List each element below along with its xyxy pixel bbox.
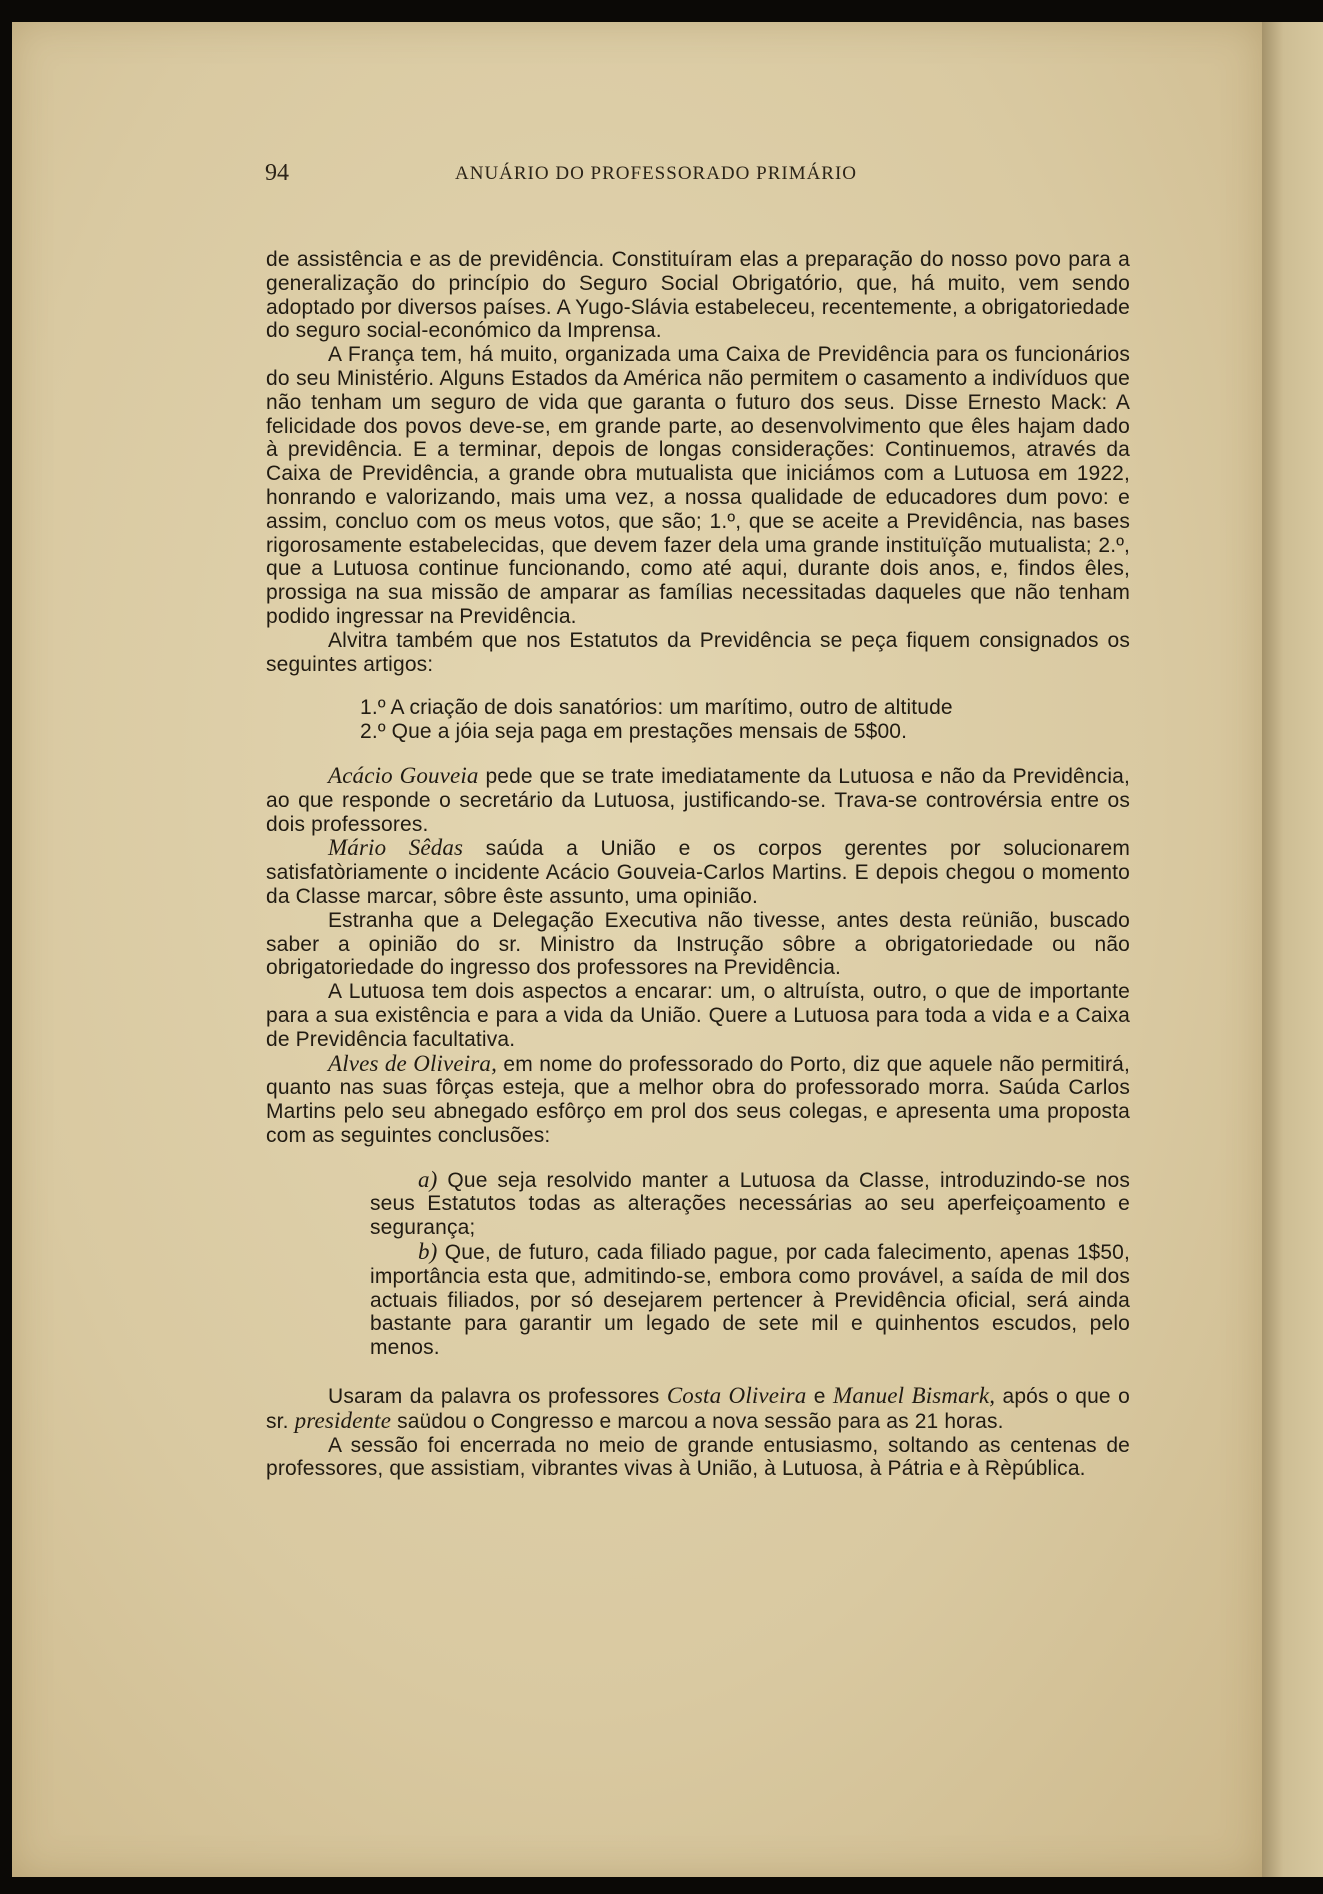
speaker-name: Acácio Gouveia — [328, 762, 479, 788]
paragraph: A França tem, há muito, organizada uma Caixa de Previdência para os funcionários do seu Ministério. Alguns Estados da América não permitem o casamento a indivíduos que não tenham um seguro de vida que garanta o futuro dos seus. Disse Ernesto Mack: A felicidade dos povos deve-se, em grande parte, ao desenvolvimento que êles hajam dado à previdência. E a terminar, depois de longas considerações: Continuemos, através da Caixa de Previdência, a grande obra mutualista que iniciámos com a Lutuosa em 1922, honrando e valorizando, mais uma vez, a nossa qualidade de educadores dum povo: e assim, concluo com os meus votos, que são; 1.º, que se aceite a Previdência, nas bases rigorosamente estabelecidas, que devem fazer dela uma grande instituïção mutualista; 2.º, que a Lutuosa continue funcionando, como até aqui, durante dois anos, e, findos êles, prossiga na sua missão de amparar as famílias necessitadas daqueles que não tenham podido ingressar na Previdência. — [266, 343, 1130, 628]
paragraph-text: Usaram da palavra os professores — [328, 1385, 667, 1409]
speaker-name: presidente — [294, 1407, 392, 1433]
paragraph-text: saúda a União e os corpos gerentes por solucionarem satisfatòriamente o incidente Acácio Gouveia-Carlos Martins. E depois chegou o momento da Classe marcar, sôbre êste assunto, uma opinião. — [266, 837, 1130, 908]
paragraph-text: em nome do professorado do Porto, diz que aquele não permitirá, quanto nas suas fôrças esteja, que a melhor obra do professorado morra. Saúda Carlos Martins pelo seu abnegado esfôrço em prol dos seus colegas, e apresenta uma proposta com as seguintes conclusões: — [266, 1052, 1130, 1147]
paragraph-text: pede que se trate imediatamente da Lutuosa e não da Previdência, ao que responde o secretário da Lutuosa, justificando-se. Trava-se controvérsia entre os dois professores. — [266, 764, 1130, 836]
conclusion-item — [370, 1240, 1130, 1360]
paragraph-text: saüdou o Congresso e marcou a nova sessão para as 21 horas. — [391, 1409, 1004, 1433]
paragraph — [266, 836, 1130, 908]
adjacent-page-edge — [1262, 22, 1323, 1877]
speaker-name: Alves de Oliveira, — [328, 1050, 497, 1076]
body-text — [266, 248, 1130, 1481]
speaker-name: Mário Sêdas — [328, 835, 464, 861]
paragraph: A Lutuosa tem dois aspectos a encarar: um, o altruísta, outro, o que de importante para a sua existência e para a vida da União. Quere a Lutuosa para toda a vida e a Caixa de Previdência facultativa. — [266, 980, 1130, 1051]
paragraph — [266, 1052, 1130, 1148]
journal-title: ANUÁRIO DO PROFESSORADO PRIMÁRIO — [455, 163, 858, 184]
speaker-name: Manuel Bismark, — [833, 1383, 996, 1409]
list-item: 2.º Que a jóia seja paga em prestações mensais de 5$00. — [360, 720, 908, 744]
conclusion-item — [370, 1168, 1130, 1240]
paragraph: de assistência e as de previdência. Constituíram elas a preparação do nosso povo para a generalização do princípio do Seguro Social Obrigatório, que, há muito, vem sendo adoptado por diversos países. A Yugo-Slávia estabeleceu, recentemente, a obrigatoriedade do seguro social-económico da Imprensa. — [266, 248, 1130, 343]
running-header — [265, 160, 935, 188]
paragraph-text: após o que o sr. — [266, 1385, 1130, 1433]
paragraph: Alvitra também que nos Estatutos da Previdência se peça fiquem consignados os seguintes artigos: — [266, 628, 1130, 676]
paragraph: Estranha que a Delegação Executiva não tivesse, antes desta reünião, buscado saber a opinião do sr. Ministro da Instrução sôbre a obrigatoriedade ou não obrigatoriedade do ingresso dos professores na Previdência. — [266, 908, 1130, 980]
item-text: Que seja resolvido manter a Lutuosa da Classe, introduzindo-se nos seus Estatutos todas as alterações necessárias ao seu aperfeiçoamento e segurança; — [370, 1168, 1130, 1240]
paragraph: A sessão foi encerrada no meio de grande entusiasmo, soltando as centenas de professores, que assistiam, vibrantes vivas à União, à Lutuosa, à Pátria e à Rèpública. — [266, 1433, 1130, 1481]
item-label: b) — [418, 1239, 438, 1265]
list-item: 1.º A criação de dois sanatórios: um marítimo, outro de altitude — [360, 696, 953, 720]
item-label: a) — [418, 1166, 438, 1192]
paragraph-text: e — [806, 1385, 834, 1409]
articles-list — [360, 696, 1130, 744]
speaker-name: Costa Oliveira — [666, 1383, 807, 1409]
item-text: Que, de futuro, cada filiado pague, por cada falecimento, apenas 1$50, importância esta que, admitindo-se, embora como provável, a saída de mil dos actuais filiados, por só desejarem pertencer à Previdência oficial, será ainda bastante para garantir um legado de sete mil e quinhentos escudos, pelo menos. — [370, 1241, 1130, 1360]
conclusions-list — [370, 1168, 1130, 1360]
paragraph — [266, 764, 1130, 836]
page-number: 94 — [265, 160, 289, 186]
paragraph — [266, 1384, 1130, 1434]
